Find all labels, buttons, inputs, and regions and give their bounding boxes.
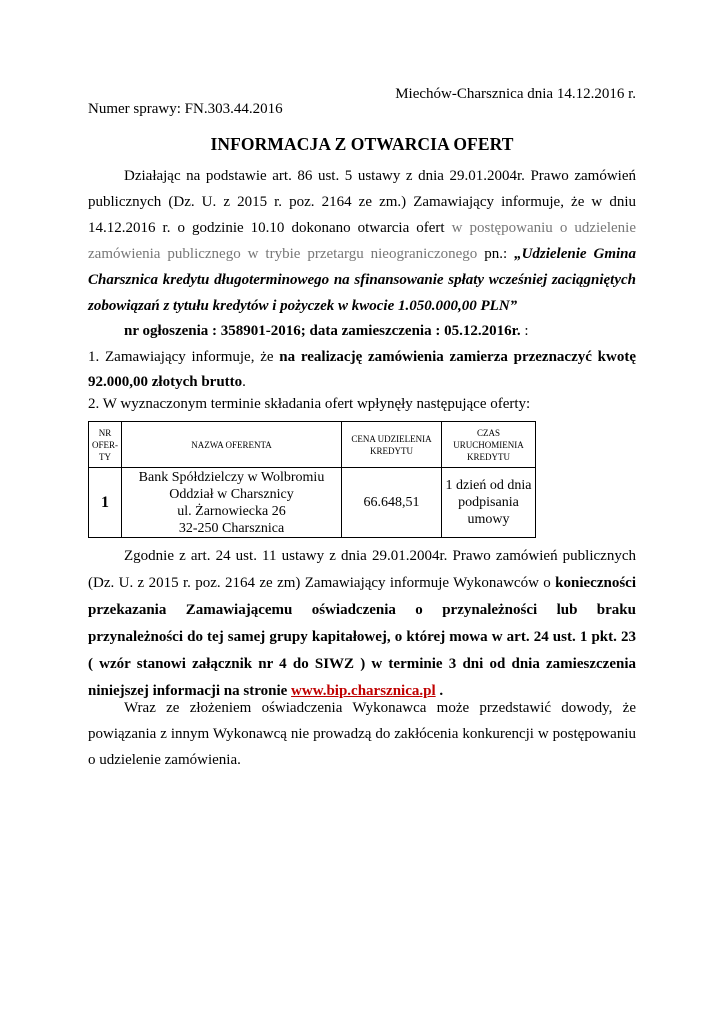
intro-gray-text: w postępowaniu o udzielenie zamówienia publicznego w trybie przetargu nieograniczonego xyxy=(88,220,636,262)
paragraph-intro xyxy=(88,163,636,319)
table-header-row xyxy=(89,422,536,468)
point-2: 2. W wyznaczonym terminie składania ofert wpłynęły następujące oferty: xyxy=(88,396,531,412)
document-title: INFORMACJA Z OTWARCIA OFERT xyxy=(210,134,514,154)
evidence-text: Wraz ze złożeniem oświadczenia Wykonawca może przedstawić dowody, że powiązania z innym Wykonawcą nie prowadzą do zakłócenia konkurencji w postępowaniu o udzielenie zamówienia. xyxy=(88,700,636,768)
point-1 xyxy=(88,345,636,395)
statement-text: Zgodnie z art. 24 ust. 11 ustawy z dnia 29.01.2004r. Prawo zamówień publicznych (Dz. U. z 2015 r. poz. 2164 ze zm) Zamawiający informuje Wykonawców o xyxy=(88,548,636,591)
offer-price: 66.648,51 xyxy=(342,468,442,538)
statement-end: . xyxy=(435,683,444,699)
offer-time: 1 dzień od dnia podpisania umowy xyxy=(442,468,536,538)
bidder-line: 32-250 Charsznica xyxy=(178,520,285,536)
point-1-amount: na realizację zamówienia zamierza przeznaczyć kwotę 92.000,00 złotych brutto xyxy=(88,349,636,390)
bidder-line: ul. Żarnowiecka 26 xyxy=(177,503,286,519)
statement-bold: konieczności przekazania Zamawiającemu oświadczenia o przynależności lub braku przynależności do tej samej grupy kapitałowej, o której mowa w art. 24 ust. 1 pkt. 23 ( wzór stanowi załącznik nr 4 do SIWZ ) w terminie 3 dni od dnia zamieszczenia niniejszej informacji na stronie xyxy=(88,575,636,699)
table-row xyxy=(89,468,536,538)
header-nr: NR OFER-TY xyxy=(89,422,122,468)
intro-text-2: pn.: xyxy=(477,246,515,262)
bidder-line: Bank Spółdzielczy w Wolbromiu xyxy=(138,469,325,485)
offer-nr: 1 xyxy=(89,468,122,538)
bip-link[interactable]: www.bip.charsznica.pl xyxy=(291,683,436,699)
point-1-text: 1. Zamawiający informuje, że xyxy=(88,349,280,365)
header-price: CENA UDZIELENIA KREDYTU xyxy=(342,422,442,468)
bidder-line: Oddział w Charsznicy xyxy=(169,486,294,502)
offers-table xyxy=(88,421,536,538)
tender-name: „Udzielenie Gmina Charsznica kredytu długoterminowego na sfinansowanie spłaty wcześniej zaciągniętych zobowiązań z tytułu kredytów i pożyczek w kwocie 1.050.000,00 PLN” xyxy=(88,246,636,314)
place-date: Miechów-Charsznica dnia 14.12.2016 r. xyxy=(395,86,636,102)
header-name: NAZWA OFERENTA xyxy=(122,422,342,468)
announcement-line xyxy=(88,318,636,344)
announcement-number: nr ogłoszenia : 358901-2016; data zamieszczenia : 05.12.2016r. xyxy=(124,323,521,339)
paragraph-evidence xyxy=(88,695,636,773)
intro-text: Działając na podstawie art. 86 ust. 5 ustawy z dnia 29.01.2004r. Prawo zamówień publicznych (Dz. U. z 2015 r. poz. 2164 ze zm.) Zamawiający informuje, że w dniu 14.12.2016 r. o godzinie 10.10 dokonano otwarcia ofert xyxy=(88,168,636,236)
case-number: Numer sprawy: FN.303.44.2016 xyxy=(88,101,283,117)
offer-bidder xyxy=(122,468,342,538)
paragraph-statement xyxy=(88,543,636,705)
header-time: CZAS URUCHOMIENIA KREDYTU xyxy=(442,422,536,468)
announcement-tail: : xyxy=(520,323,529,339)
point-1-end: . xyxy=(242,374,246,390)
